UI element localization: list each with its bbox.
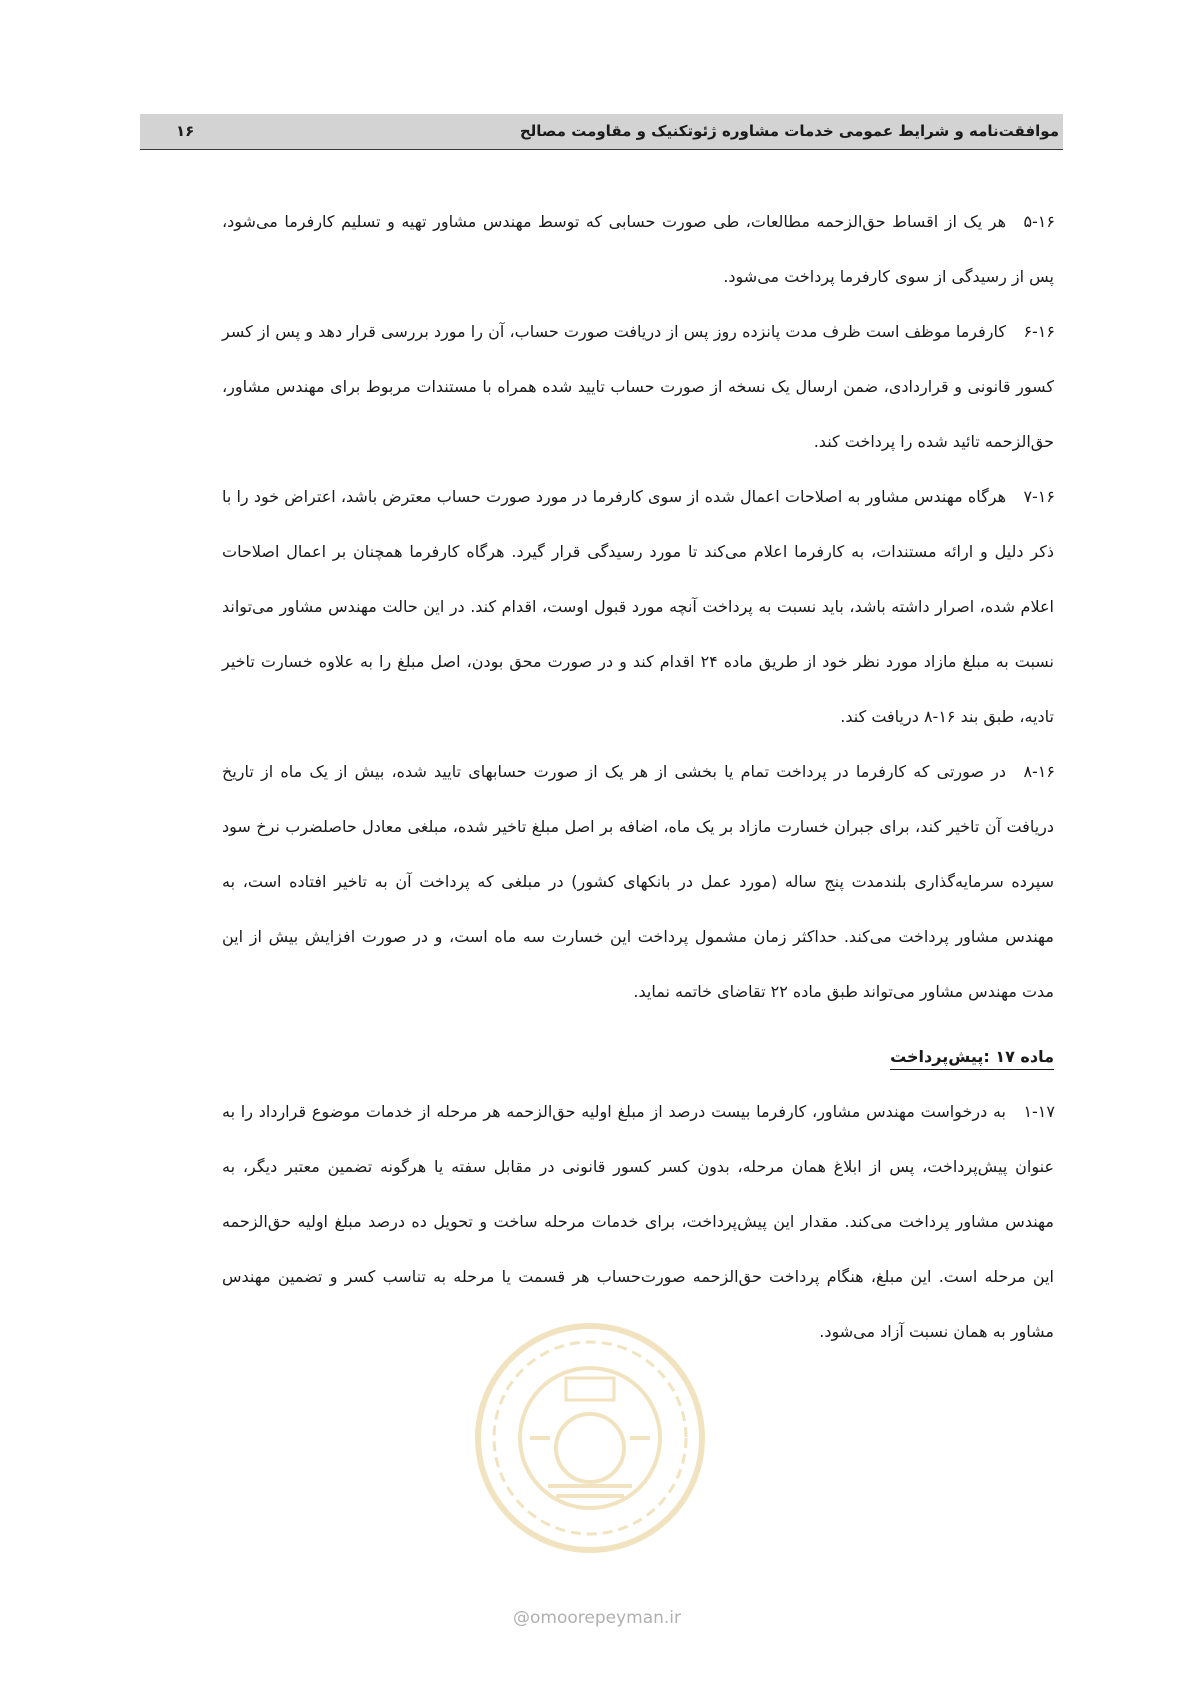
page-number: ۱۶ xyxy=(176,122,195,140)
document-body xyxy=(222,194,1054,1359)
clause-text: هرگاه مهندس مشاور به اصلاحات اعمال شده از سوی کارفرما در مورد صورت حساب معترض باشد، اعتراض خود را با ذکر دلیل و ارائه مستندات، به کارفرما اعلام می‌کند تا مورد رسیدگی قرار گیرد. هرگاه کارفرما همچنان بر اعمال اصلاحات اعلام شده، اصرار داشته باشد، باید نسبت به پرداخت آنچه مورد قبول اوست، اقدام کند. در این حالت مهندس مشاور می‌تواند نسبت به مبلغ مازاد مورد نظر خود از طریق ماده ۲۴ اقدام کند و در صورت محق بودن، اصل مبلغ را به علاوه خسارت تاخیر تادیه، طبق بند ۱۶-۸ دریافت کند. xyxy=(222,487,1055,726)
clause-number: ۷-۱۶ xyxy=(1023,487,1055,506)
clause-17-1 xyxy=(222,1084,1054,1359)
clause-text: کارفرما موظف است ظرف مدت پانزده روز پس از دریافت صورت حساب، آن را مورد بررسی قرار دهد و پس از کسر کسور قانونی و قراردادی، ضمن ارسال یک نسخه از صورت حساب تایید شده همراه با مستندات مربوط برای مهندس مشاور، حق‌الزحمه تائید شده را پرداخت کند. xyxy=(222,322,1054,451)
clause-number: ۵-۱۶ xyxy=(1023,212,1055,231)
section-heading: ماده ۱۷ :پیش‌پرداخت xyxy=(890,1047,1054,1066)
header-title: موافقت‌نامه و شرایط عمومی خدمات مشاوره ژئوتکنیک و مقاومت مصالح xyxy=(519,122,1059,140)
clause-number: ۸-۱۶ xyxy=(1023,762,1055,781)
clause-text: در صورتی که کارفرما در پرداخت تمام یا بخشی از هر یک از صورت حسابهای تایید شده، بیش از یک ماه از تاریخ دریافت آن تاخیر کند، برای جبران خسارت مازاد بر یک ماه، اضافه بر اصل مبلغ تاخیر شده، مبلغی معادل حاصلضرب نرخ سود سپرده سرمایه‌گذاری بلندمدت پنج ساله (مورد عمل در بانکهای کشور) در مبلغی که پرداخت آن به تاخیر افتاده است، به مهندس مشاور پرداخت می‌کند. حداکثر زمان مشمول پرداخت این خسارت سه ماه است، و در صورت افزایش بیش از این مدت مهندس مشاور می‌تواند طبق ماده ۲۲ تقاضای خاتمه نماید. xyxy=(222,762,1054,1001)
clause-16-6 xyxy=(222,304,1054,469)
clause-16-5 xyxy=(222,194,1054,304)
watermark-text: @omoorepeyman.ir xyxy=(512,1608,682,1628)
clause-16-7 xyxy=(222,469,1054,744)
clause-number: ۱-۱۷ xyxy=(1023,1102,1055,1121)
clause-text: هر یک از اقساط حق‌الزحمه مطالعات، طی صورت حسابی که توسط مهندس مشاور تهیه و تسلیم کارفرما می‌شود، پس از رسیدگی از سوی کارفرما پرداخت می‌شود. xyxy=(222,212,1054,286)
clause-number: ۶-۱۶ xyxy=(1023,322,1055,341)
clause-text: به درخواست مهندس مشاور، کارفرما بیست درصد از مبلغ اولیه حق‌الزحمه هر مرحله از خدمات موضوع قرارداد را به عنوان پیش‌پرداخت، پس از ابلاغ همان مرحله، بدون کسر کسور قانونی در مقابل سفته یا هرگونه تضمین معتبر دیگر، به مهندس مشاور پرداخت می‌کند. مقدار این پیش‌پرداخت، برای خدمات مرحله ساخت و تحویل ده درصد مبلغ اولیه حق‌الزحمه این مرحله است. این مبلغ، هنگام پرداخت حق‌الزحمه صورت‌حساب هر قسمت یا مرحله به تناسب کسر و تضمین مهندس مشاور به همان نسبت آزاد می‌شود. xyxy=(222,1102,1054,1341)
page-header xyxy=(140,114,1063,150)
clause-16-8 xyxy=(222,744,1054,1019)
